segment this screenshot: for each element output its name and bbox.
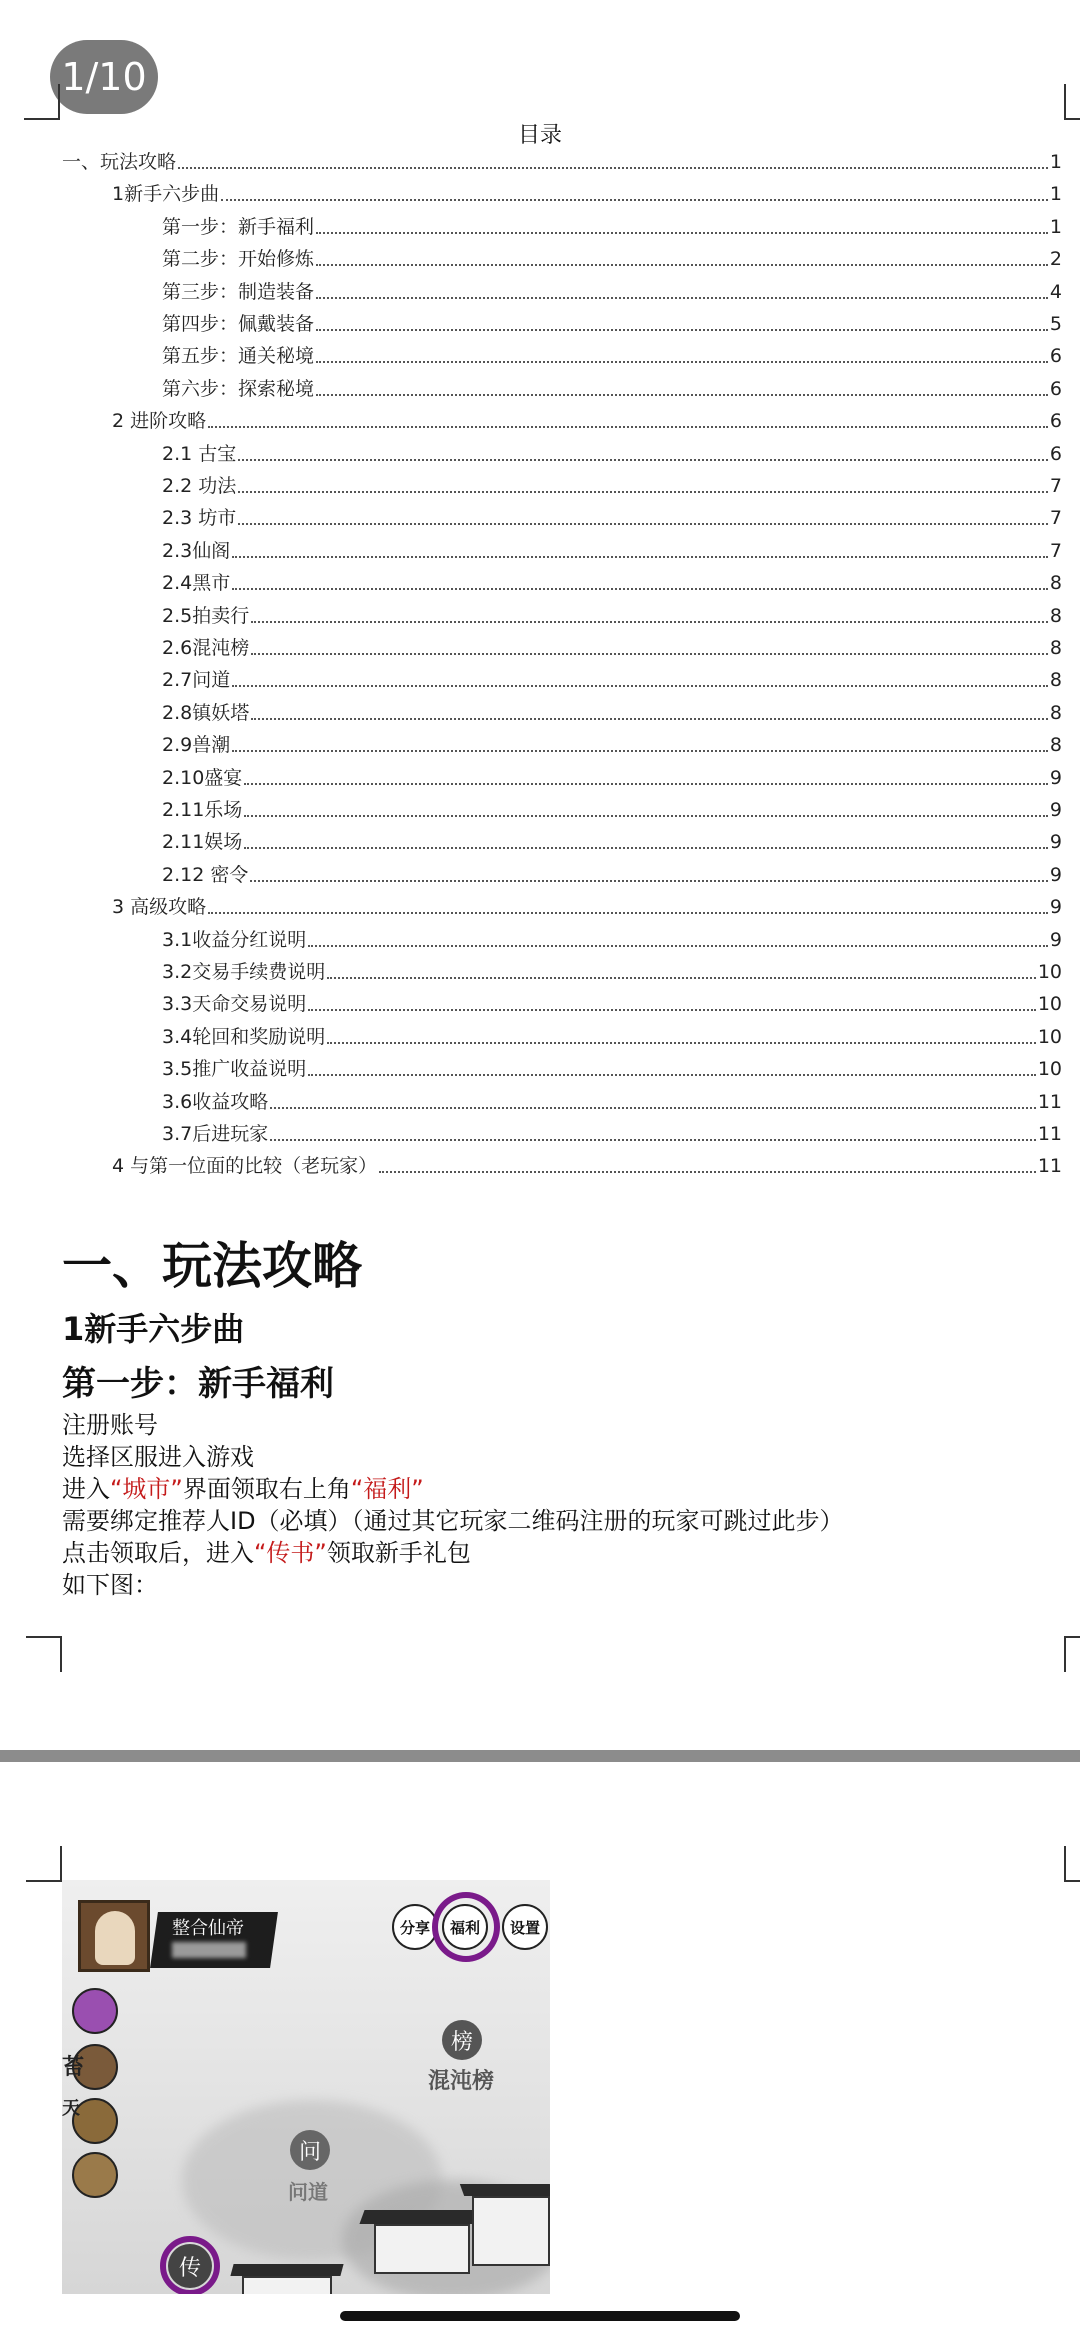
body-line — [62, 1537, 471, 1569]
toc-entry-title: 2.5拍卖行 — [162, 604, 250, 627]
toc-entry-title: 第四步：佩戴装备 — [162, 313, 315, 335]
toc-entry[interactable] — [162, 215, 1062, 239]
toc-entry[interactable] — [162, 571, 1062, 595]
toc-page-number: 8 — [1049, 701, 1062, 724]
toc-entry-title: 3.3天命交易说明 — [162, 993, 307, 1016]
highlight-welfare: “福利” — [350, 1475, 424, 1503]
toc-page-number: 7 — [1049, 475, 1062, 497]
toc-leader-dots — [316, 297, 1048, 299]
toc-leader-dots — [308, 1074, 1036, 1076]
toc-entry-title: 2.9兽潮 — [162, 734, 231, 757]
toc-page-number: 7 — [1049, 539, 1062, 562]
side-menu-icon — [72, 1988, 118, 2034]
toc-entry-title: 2.10盛宴 — [162, 766, 243, 789]
toc-leader-dots — [327, 977, 1036, 979]
toc-page-number: 8 — [1049, 669, 1062, 692]
wendao-icon: 问 — [290, 2130, 330, 2170]
toc-leader-dots — [238, 523, 1048, 525]
toc-entry[interactable] — [162, 798, 1062, 822]
toc-entry[interactable] — [162, 1025, 1062, 1049]
body-line: 选择区服进入游戏 — [62, 1443, 254, 1471]
toc-leader-dots — [244, 847, 1048, 849]
toc-entry[interactable] — [162, 1057, 1062, 1081]
toc-entry-title: 2.11乐场 — [162, 799, 243, 821]
toc-entry[interactable] — [162, 830, 1062, 854]
toc-entry[interactable] — [162, 960, 1062, 984]
toc-page-number: 1 — [1049, 215, 1062, 238]
toc-entry-title: 第六步：探索秘境 — [162, 377, 315, 400]
toc-leader-dots — [208, 912, 1048, 914]
toc-page-number: 9 — [1049, 896, 1062, 919]
highlight-chuanshu: “传书” — [254, 1539, 327, 1567]
body-line: 如下图： — [62, 1571, 158, 1599]
side-menu-icon — [72, 2152, 118, 2198]
toc-page-number: 10 — [1037, 1058, 1062, 1081]
toc-leader-dots — [178, 167, 1048, 169]
toc-entry[interactable] — [112, 182, 1062, 206]
toc-page-number: 11 — [1037, 1090, 1062, 1113]
toc-entry[interactable] — [162, 992, 1062, 1016]
toc-entry-title: 2.3 坊市 — [162, 507, 237, 530]
toc-entry-title: 3.4轮回和奖励说明 — [162, 1025, 326, 1048]
toc-leader-dots — [270, 1139, 1036, 1141]
section-heading: 一、玩法攻略 — [62, 1237, 362, 1295]
crop-mark — [26, 1846, 62, 1882]
toc-entry-title: 2.2 功法 — [162, 475, 237, 497]
toc-page-number: 9 — [1049, 831, 1062, 854]
toc-leader-dots — [316, 394, 1048, 396]
toc-entry[interactable] — [162, 863, 1062, 887]
chaos-rank-label: 混沌榜 — [428, 2068, 495, 2094]
toc-entry[interactable] — [162, 539, 1062, 563]
building-wall — [242, 2276, 332, 2294]
toc-leader-dots — [316, 264, 1048, 266]
player-name: 整合仙帝 — [172, 1918, 244, 1939]
toc-page-number: 6 — [1049, 442, 1062, 465]
toc-leader-dots — [316, 361, 1048, 363]
toc-page-number: 6 — [1049, 377, 1062, 400]
toc-entry[interactable] — [112, 895, 1062, 919]
toc-entry-title: 2.11娱场 — [162, 831, 243, 854]
toc-leader-dots — [221, 199, 1048, 201]
toc-leader-dots — [208, 426, 1048, 428]
toc-page-number: 5 — [1049, 313, 1062, 335]
highlight-ring — [432, 1892, 500, 1962]
toc-entry-title: 2.4黑市 — [162, 572, 231, 595]
toc-page-number: 8 — [1049, 604, 1062, 627]
toc-entry[interactable] — [162, 474, 1062, 498]
step-heading: 第一步：新手福利 — [62, 1364, 334, 1404]
toc-entry-title: 2 进阶攻略 — [112, 410, 207, 433]
toc-leader-dots — [327, 1042, 1036, 1044]
welfare-button: 福利 — [442, 1904, 488, 1950]
toc-entry[interactable] — [162, 733, 1062, 757]
toc-entry-title: 第五步：通关秘境 — [162, 345, 315, 368]
toc-entry-title: 2.12 密令 — [162, 863, 249, 886]
toc-entry-title: 2.7问道 — [162, 669, 231, 692]
toc-entry[interactable] — [162, 442, 1062, 466]
crop-mark — [26, 1636, 62, 1672]
toc-page-number: 7 — [1049, 507, 1062, 530]
building-wall — [374, 2224, 470, 2274]
toc-page-number: 6 — [1049, 410, 1062, 433]
page-indicator: 1/10 — [50, 40, 158, 114]
building-roof — [230, 2264, 343, 2276]
home-indicator[interactable] — [340, 2311, 740, 2321]
game-screenshot-image — [62, 1880, 550, 2294]
toc-page-number: 4 — [1049, 280, 1062, 303]
toc-page-number: 10 — [1037, 961, 1062, 983]
toc-entry-title: 一、玩法攻略 — [62, 151, 177, 173]
toc-entry[interactable] — [62, 150, 1062, 174]
toc-leader-dots — [308, 1009, 1036, 1011]
toc-entry[interactable] — [162, 766, 1062, 790]
share-button: 分享 — [392, 1904, 438, 1950]
toc-entry-title: 2.8镇妖塔 — [162, 701, 250, 724]
edge-glyph: 天 — [62, 2098, 80, 2119]
toc-page-number: 10 — [1037, 993, 1062, 1016]
toc-entry-title: 3.7后进玩家 — [162, 1123, 269, 1145]
toc-leader-dots — [308, 945, 1048, 947]
body-line: 需要绑定推荐人ID（必填）（通过其它玩家二维码注册的玩家可跳过此步） — [62, 1507, 844, 1535]
body-line — [62, 1473, 424, 1505]
toc-entry-title: 第三步：制造装备 — [162, 280, 315, 303]
toc-entry[interactable] — [112, 1154, 1062, 1178]
toc-entry-title: 3 高级攻略 — [112, 896, 207, 919]
toc-entry[interactable] — [112, 409, 1062, 433]
crop-mark — [1064, 1636, 1080, 1672]
toc-leader-dots — [251, 718, 1048, 720]
blurred-id — [172, 1942, 246, 1958]
toc-entry[interactable] — [162, 636, 1062, 660]
toc-leader-dots — [316, 232, 1048, 234]
toc-entry-title: 第一步：新手福利 — [162, 215, 315, 238]
toc-page-number: 8 — [1049, 572, 1062, 595]
settings-button: 设置 — [502, 1904, 548, 1950]
edge-glyph: 苔 — [62, 2054, 85, 2080]
toc-page-number: 10 — [1037, 1025, 1062, 1048]
toc-leader-dots — [244, 815, 1048, 817]
toc-leader-dots — [251, 621, 1048, 623]
toc-leader-dots — [238, 491, 1048, 493]
toc-leader-dots — [250, 880, 1048, 882]
toc-entry[interactable] — [162, 344, 1062, 368]
toc-entry[interactable] — [162, 1090, 1062, 1114]
toc-page-number: 1 — [1049, 151, 1062, 173]
crop-mark — [1064, 84, 1080, 120]
toc-leader-dots — [270, 1107, 1036, 1109]
toc-page-number: 1 — [1049, 183, 1062, 206]
toc-entry-title: 1新手六步曲 — [112, 183, 220, 206]
toc-entry-title: 2.3仙阁 — [162, 539, 231, 562]
toc-leader-dots — [232, 750, 1048, 752]
toc-entry[interactable] — [162, 506, 1062, 530]
text-run: 点击领取后，进入 — [62, 1539, 254, 1567]
toc-entry[interactable] — [162, 928, 1062, 952]
player-avatar — [78, 1900, 150, 1972]
toc-leader-dots — [316, 329, 1048, 331]
toc-leader-dots — [232, 685, 1048, 687]
toc-page-number: 6 — [1049, 345, 1062, 368]
toc-entry-title: 3.2交易手续费说明 — [162, 961, 326, 983]
toc-page-number: 8 — [1049, 734, 1062, 757]
highlight-city: “城市” — [110, 1475, 183, 1503]
toc-entry-title: 4 与第一位面的比较（老玩家） — [112, 1155, 378, 1178]
subsection-heading: 1新手六步曲 — [62, 1310, 245, 1348]
toc-page-number: 9 — [1049, 766, 1062, 789]
toc-entry[interactable] — [162, 604, 1062, 628]
crop-mark — [24, 84, 60, 120]
toc-entry-title: 3.6收益攻略 — [162, 1090, 269, 1113]
text-run: 进入 — [62, 1475, 110, 1503]
text-run: 领取新手礼包 — [326, 1539, 471, 1567]
toc-entry[interactable] — [162, 280, 1062, 304]
toc-page-number: 9 — [1049, 799, 1062, 821]
body-line: 注册账号 — [62, 1411, 158, 1439]
chaos-rank-icon: 榜 — [442, 2020, 482, 2060]
toc-entry-title: 3.5推广收益说明 — [162, 1058, 307, 1081]
building-roof — [359, 2210, 484, 2224]
toc-entry[interactable] — [162, 312, 1062, 336]
toc-leader-dots — [232, 588, 1048, 590]
toc-page-number: 11 — [1037, 1123, 1062, 1145]
toc-leader-dots — [251, 653, 1048, 655]
toc-leader-dots — [244, 783, 1048, 785]
toc-entry[interactable] — [162, 701, 1062, 725]
toc-entry-title: 2.1 古宝 — [162, 442, 237, 465]
building-roof — [460, 2184, 550, 2196]
toc-leader-dots — [379, 1171, 1036, 1173]
building-wall — [472, 2196, 550, 2266]
toc-page-number: 8 — [1049, 637, 1062, 659]
crop-mark — [1064, 1846, 1080, 1882]
toc-leader-dots — [232, 556, 1048, 558]
toc-entry[interactable] — [162, 247, 1062, 271]
toc-page-number: 9 — [1049, 863, 1062, 886]
toc-entry-title: 3.1收益分红说明 — [162, 928, 307, 951]
toc-title: 目录 — [517, 123, 562, 148]
toc-page-number: 2 — [1049, 248, 1062, 271]
toc-leader-dots — [238, 459, 1048, 461]
toc-entry[interactable] — [162, 377, 1062, 401]
chuanshu-icon: 传 — [168, 2244, 212, 2288]
toc-page-number: 11 — [1037, 1155, 1062, 1178]
toc-page-number: 9 — [1049, 928, 1062, 951]
wendao-label: 问道 — [288, 2180, 328, 2204]
text-run: 界面领取右上角 — [182, 1475, 351, 1503]
toc-entry-title: 第二步：开始修炼 — [162, 248, 315, 271]
toc-entry[interactable] — [162, 668, 1062, 692]
toc-entry[interactable] — [162, 1122, 1062, 1146]
toc-entry-title: 2.6混沌榜 — [162, 637, 250, 659]
